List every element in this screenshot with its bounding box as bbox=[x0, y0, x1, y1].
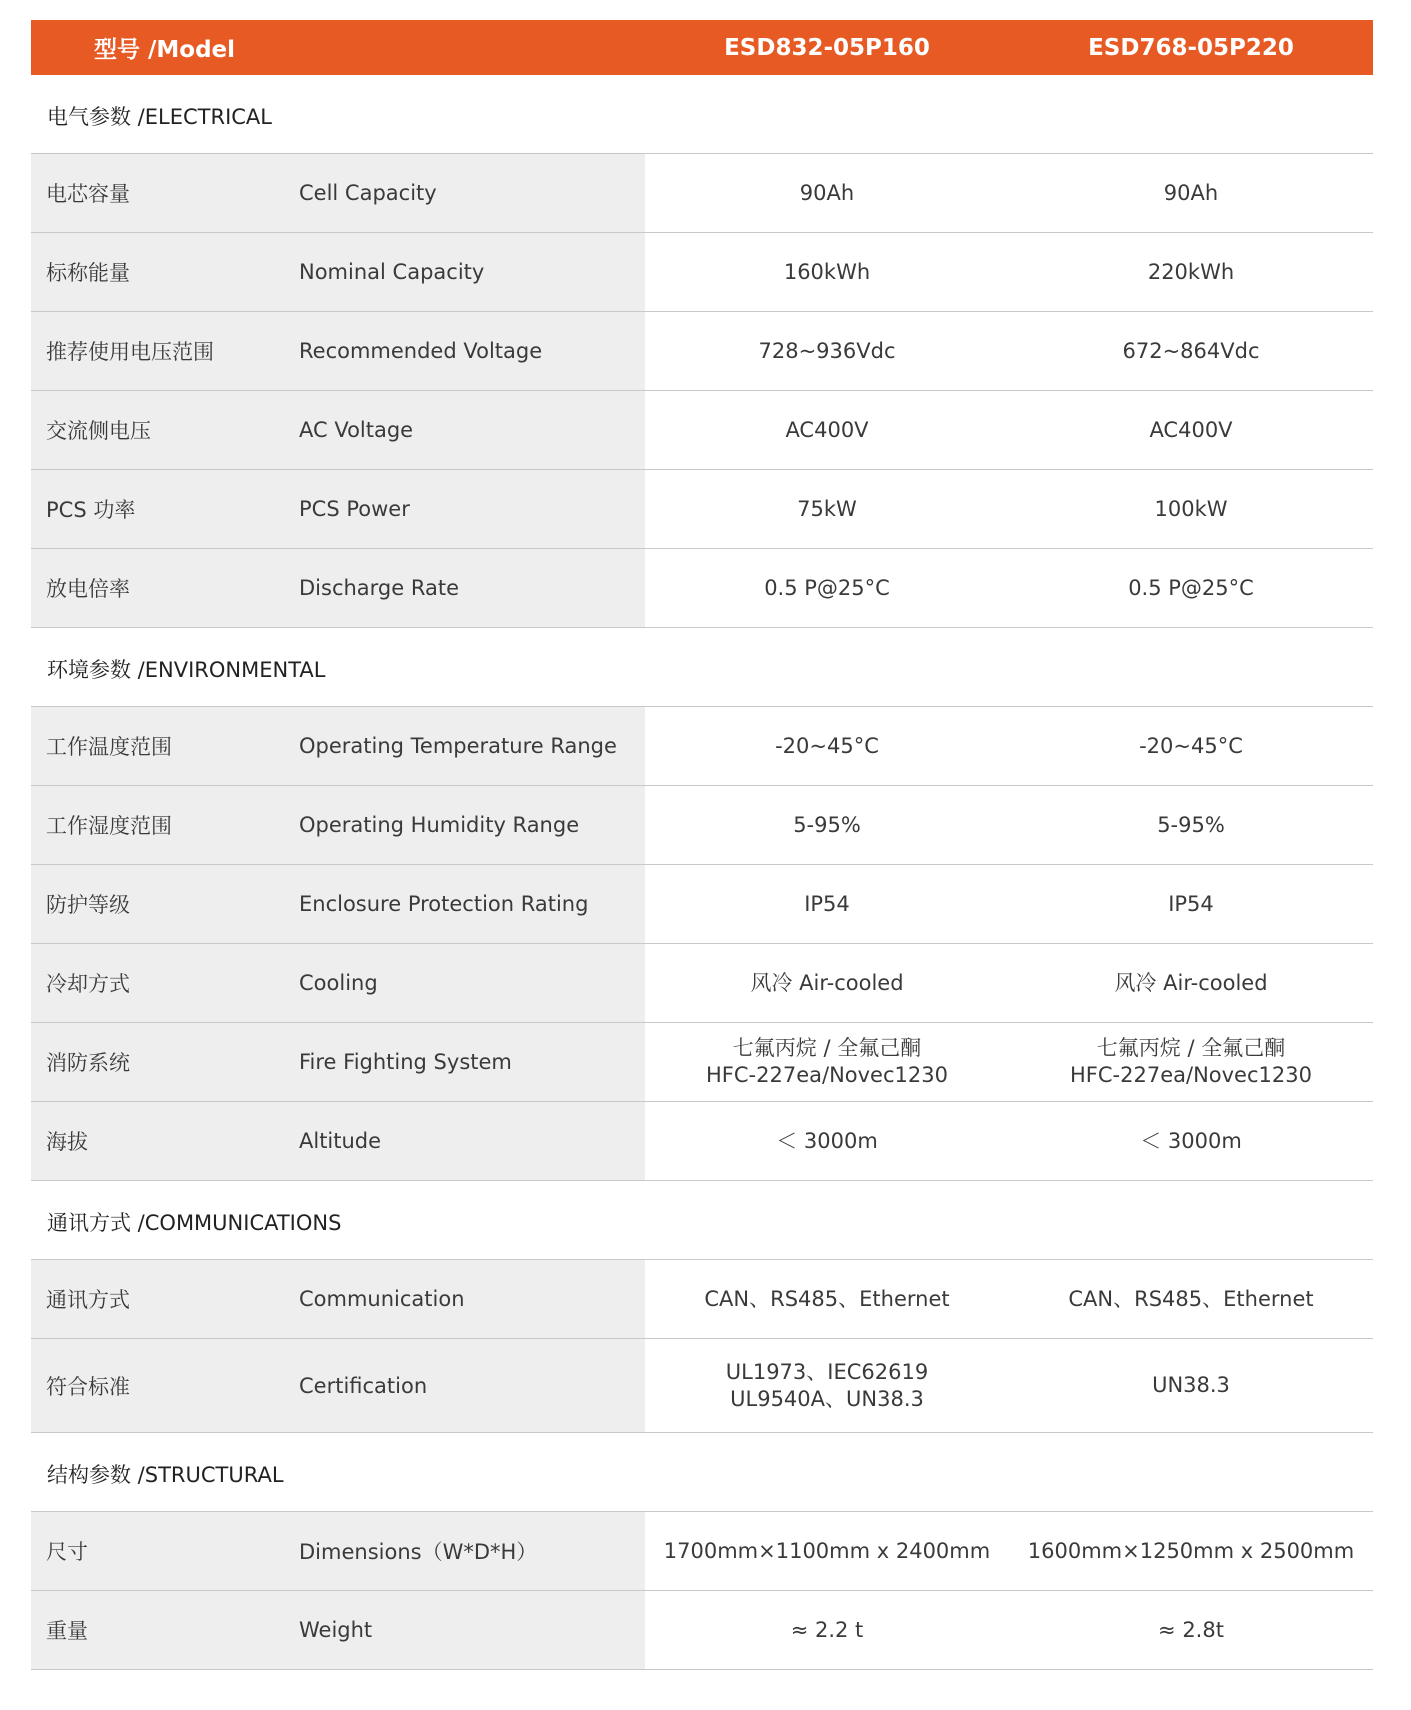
table-row bbox=[31, 1512, 1373, 1591]
section-title-environmental: 环境参数 /ENVIRONMENTAL bbox=[31, 628, 1373, 707]
label-zh: 工作湿度范围 bbox=[46, 814, 172, 838]
table-row bbox=[31, 1102, 1373, 1181]
table-row bbox=[31, 1023, 1373, 1102]
row-label bbox=[31, 1512, 645, 1590]
value-model-2 bbox=[1009, 391, 1373, 469]
table-row bbox=[31, 786, 1373, 865]
row-label bbox=[31, 1339, 645, 1432]
label-en: Discharge Rate bbox=[299, 576, 460, 600]
value-line: UL1973、IEC62619 bbox=[725, 1359, 929, 1384]
label-en: Fire Fighting System bbox=[299, 1050, 512, 1074]
value-model-1 bbox=[645, 1591, 1009, 1669]
value-line: ≈ 2.8t bbox=[1158, 1617, 1224, 1642]
model-label: 型号 /Model bbox=[94, 37, 236, 63]
value-model-2 bbox=[1009, 549, 1373, 627]
value-model-1 bbox=[645, 707, 1009, 785]
label-en: Communication bbox=[299, 1287, 465, 1311]
value-line: 728~936Vdc bbox=[758, 338, 896, 363]
value-line: ≈ 2.2 t bbox=[790, 1617, 864, 1642]
value-line: 1700mm×1100mm x 2400mm bbox=[663, 1538, 991, 1563]
value-line: 5-95% bbox=[793, 812, 861, 837]
label-zh: PCS 功率 bbox=[46, 498, 136, 522]
value-model-1 bbox=[645, 1102, 1009, 1180]
table-row bbox=[31, 865, 1373, 944]
value-line: 七氟丙烷 / 全氟己酮 bbox=[1096, 1036, 1286, 1060]
label-zh: 消防系统 bbox=[46, 1051, 130, 1075]
table-row bbox=[31, 1260, 1373, 1339]
value-line: UL9540A、UN38.3 bbox=[730, 1386, 924, 1411]
label-zh: 重量 bbox=[46, 1619, 88, 1643]
label-en: Certification bbox=[299, 1373, 428, 1398]
value-model-1 bbox=[645, 470, 1009, 548]
value-model-2 bbox=[1009, 154, 1373, 232]
value-model-2 bbox=[1009, 1591, 1373, 1669]
value-model-2 bbox=[1009, 470, 1373, 548]
label-zh: 工作温度范围 bbox=[46, 735, 172, 759]
value-line: 0.5 P@25°C bbox=[1128, 575, 1254, 600]
label-zh: 防护等级 bbox=[46, 893, 130, 917]
label-en: AC Voltage bbox=[299, 418, 414, 442]
row-label bbox=[31, 786, 645, 864]
value-line: HFC-227ea/Novec1230 bbox=[1070, 1063, 1312, 1087]
value-line: 风冷 Air-cooled bbox=[1114, 970, 1268, 995]
value-line: 90Ah bbox=[799, 180, 855, 205]
value-line: 672~864Vdc bbox=[1122, 338, 1260, 363]
model-name-1: ESD832-05P160 bbox=[724, 34, 930, 61]
model-name-2: ESD768-05P220 bbox=[1088, 34, 1294, 61]
value-model-2 bbox=[1009, 944, 1373, 1022]
table-row bbox=[31, 707, 1373, 786]
table-row bbox=[31, 1339, 1373, 1433]
value-line: 160kWh bbox=[783, 259, 871, 284]
spec-table bbox=[31, 20, 1373, 1670]
section-title-communications: 通讯方式 /COMMUNICATIONS bbox=[31, 1181, 1373, 1260]
value-model-1 bbox=[645, 1512, 1009, 1590]
label-zh: 冷却方式 bbox=[46, 972, 130, 996]
value-model-2 bbox=[1009, 233, 1373, 311]
table-row bbox=[31, 391, 1373, 470]
value-line: IP54 bbox=[1168, 891, 1214, 916]
section-title-electrical: 电气参数 /ELECTRICAL bbox=[31, 75, 1373, 154]
label-en: Operating Temperature Range bbox=[299, 734, 617, 758]
table-header bbox=[31, 20, 1373, 75]
value-line: -20~45°C bbox=[775, 733, 879, 758]
value-line: 5-95% bbox=[1157, 812, 1225, 837]
value-line: CAN、RS485、Ethernet bbox=[1068, 1286, 1314, 1311]
value-model-1 bbox=[645, 944, 1009, 1022]
label-zh: 交流侧电压 bbox=[46, 419, 151, 443]
row-label bbox=[31, 154, 645, 232]
label-en: Recommended Voltage bbox=[299, 339, 543, 363]
label-zh: 通讯方式 bbox=[46, 1288, 130, 1312]
value-line: 1600mm×1250mm x 2500mm bbox=[1027, 1538, 1355, 1563]
row-label bbox=[31, 1102, 645, 1180]
label-en: Cooling bbox=[299, 971, 378, 995]
label-en: Operating Humidity Range bbox=[299, 813, 580, 837]
label-en: Dimensions（W*D*H） bbox=[299, 1540, 538, 1564]
value-line: HFC-227ea/Novec1230 bbox=[706, 1063, 948, 1087]
label-zh: 标称能量 bbox=[46, 261, 130, 285]
value-model-1 bbox=[645, 549, 1009, 627]
row-label bbox=[31, 233, 645, 311]
table-row bbox=[31, 1591, 1373, 1670]
value-line: 0.5 P@25°C bbox=[764, 575, 890, 600]
label-en: Altitude bbox=[299, 1129, 382, 1153]
row-label bbox=[31, 944, 645, 1022]
table-row bbox=[31, 549, 1373, 628]
value-line: 七氟丙烷 / 全氟己酮 bbox=[732, 1036, 922, 1060]
row-label bbox=[31, 1591, 645, 1669]
value-model-1 bbox=[645, 865, 1009, 943]
value-model-1 bbox=[645, 1339, 1009, 1432]
row-label bbox=[31, 549, 645, 627]
value-model-2 bbox=[1009, 1102, 1373, 1180]
label-zh: 尺寸 bbox=[46, 1540, 88, 1564]
value-line: UN38.3 bbox=[1152, 1373, 1230, 1397]
row-label bbox=[31, 707, 645, 785]
label-en: Enclosure Protection Rating bbox=[299, 892, 589, 916]
value-line: 90Ah bbox=[1163, 180, 1219, 205]
value-line: AC400V bbox=[1149, 417, 1233, 442]
value-line: 220kWh bbox=[1147, 259, 1235, 284]
label-zh: 电芯容量 bbox=[46, 182, 130, 206]
value-line: IP54 bbox=[804, 891, 850, 916]
row-label bbox=[31, 865, 645, 943]
value-model-2 bbox=[1009, 707, 1373, 785]
value-model-2 bbox=[1009, 1023, 1373, 1101]
table-row bbox=[31, 233, 1373, 312]
label-en: Nominal Capacity bbox=[299, 260, 485, 284]
value-model-1 bbox=[645, 1023, 1009, 1101]
label-zh: 推荐使用电压范围 bbox=[46, 340, 214, 364]
row-label bbox=[31, 1260, 645, 1338]
value-model-2 bbox=[1009, 312, 1373, 390]
table-row bbox=[31, 944, 1373, 1023]
value-line: ＜ 3000m bbox=[1140, 1128, 1242, 1153]
value-model-1 bbox=[645, 391, 1009, 469]
value-model-1 bbox=[645, 154, 1009, 232]
table-row bbox=[31, 312, 1373, 391]
value-model-1 bbox=[645, 312, 1009, 390]
row-label bbox=[31, 1023, 645, 1101]
row-label bbox=[31, 312, 645, 390]
value-line: 风冷 Air-cooled bbox=[750, 970, 904, 995]
value-model-2 bbox=[1009, 1339, 1373, 1432]
value-model-1 bbox=[645, 233, 1009, 311]
row-label bbox=[31, 470, 645, 548]
label-zh: 放电倍率 bbox=[46, 577, 130, 601]
value-model-2 bbox=[1009, 786, 1373, 864]
value-model-1 bbox=[645, 786, 1009, 864]
value-line: 100kW bbox=[1154, 496, 1228, 521]
value-model-1 bbox=[645, 1260, 1009, 1338]
section-title-structural: 结构参数 /STRUCTURAL bbox=[31, 1433, 1373, 1512]
row-label bbox=[31, 391, 645, 469]
table-row bbox=[31, 470, 1373, 549]
value-model-2 bbox=[1009, 1260, 1373, 1338]
table-row bbox=[31, 154, 1373, 233]
value-model-2 bbox=[1009, 865, 1373, 943]
value-line: CAN、RS485、Ethernet bbox=[704, 1286, 950, 1311]
label-en: PCS Power bbox=[299, 497, 410, 521]
value-model-2 bbox=[1009, 1512, 1373, 1590]
value-line: 75kW bbox=[797, 496, 857, 521]
label-en: Cell Capacity bbox=[299, 181, 437, 205]
value-line: ＜ 3000m bbox=[776, 1128, 878, 1153]
value-line: -20~45°C bbox=[1139, 733, 1243, 758]
label-zh: 海拔 bbox=[46, 1130, 88, 1154]
label-zh: 符合标准 bbox=[46, 1374, 130, 1399]
label-en: Weight bbox=[299, 1618, 373, 1642]
value-line: AC400V bbox=[785, 417, 869, 442]
